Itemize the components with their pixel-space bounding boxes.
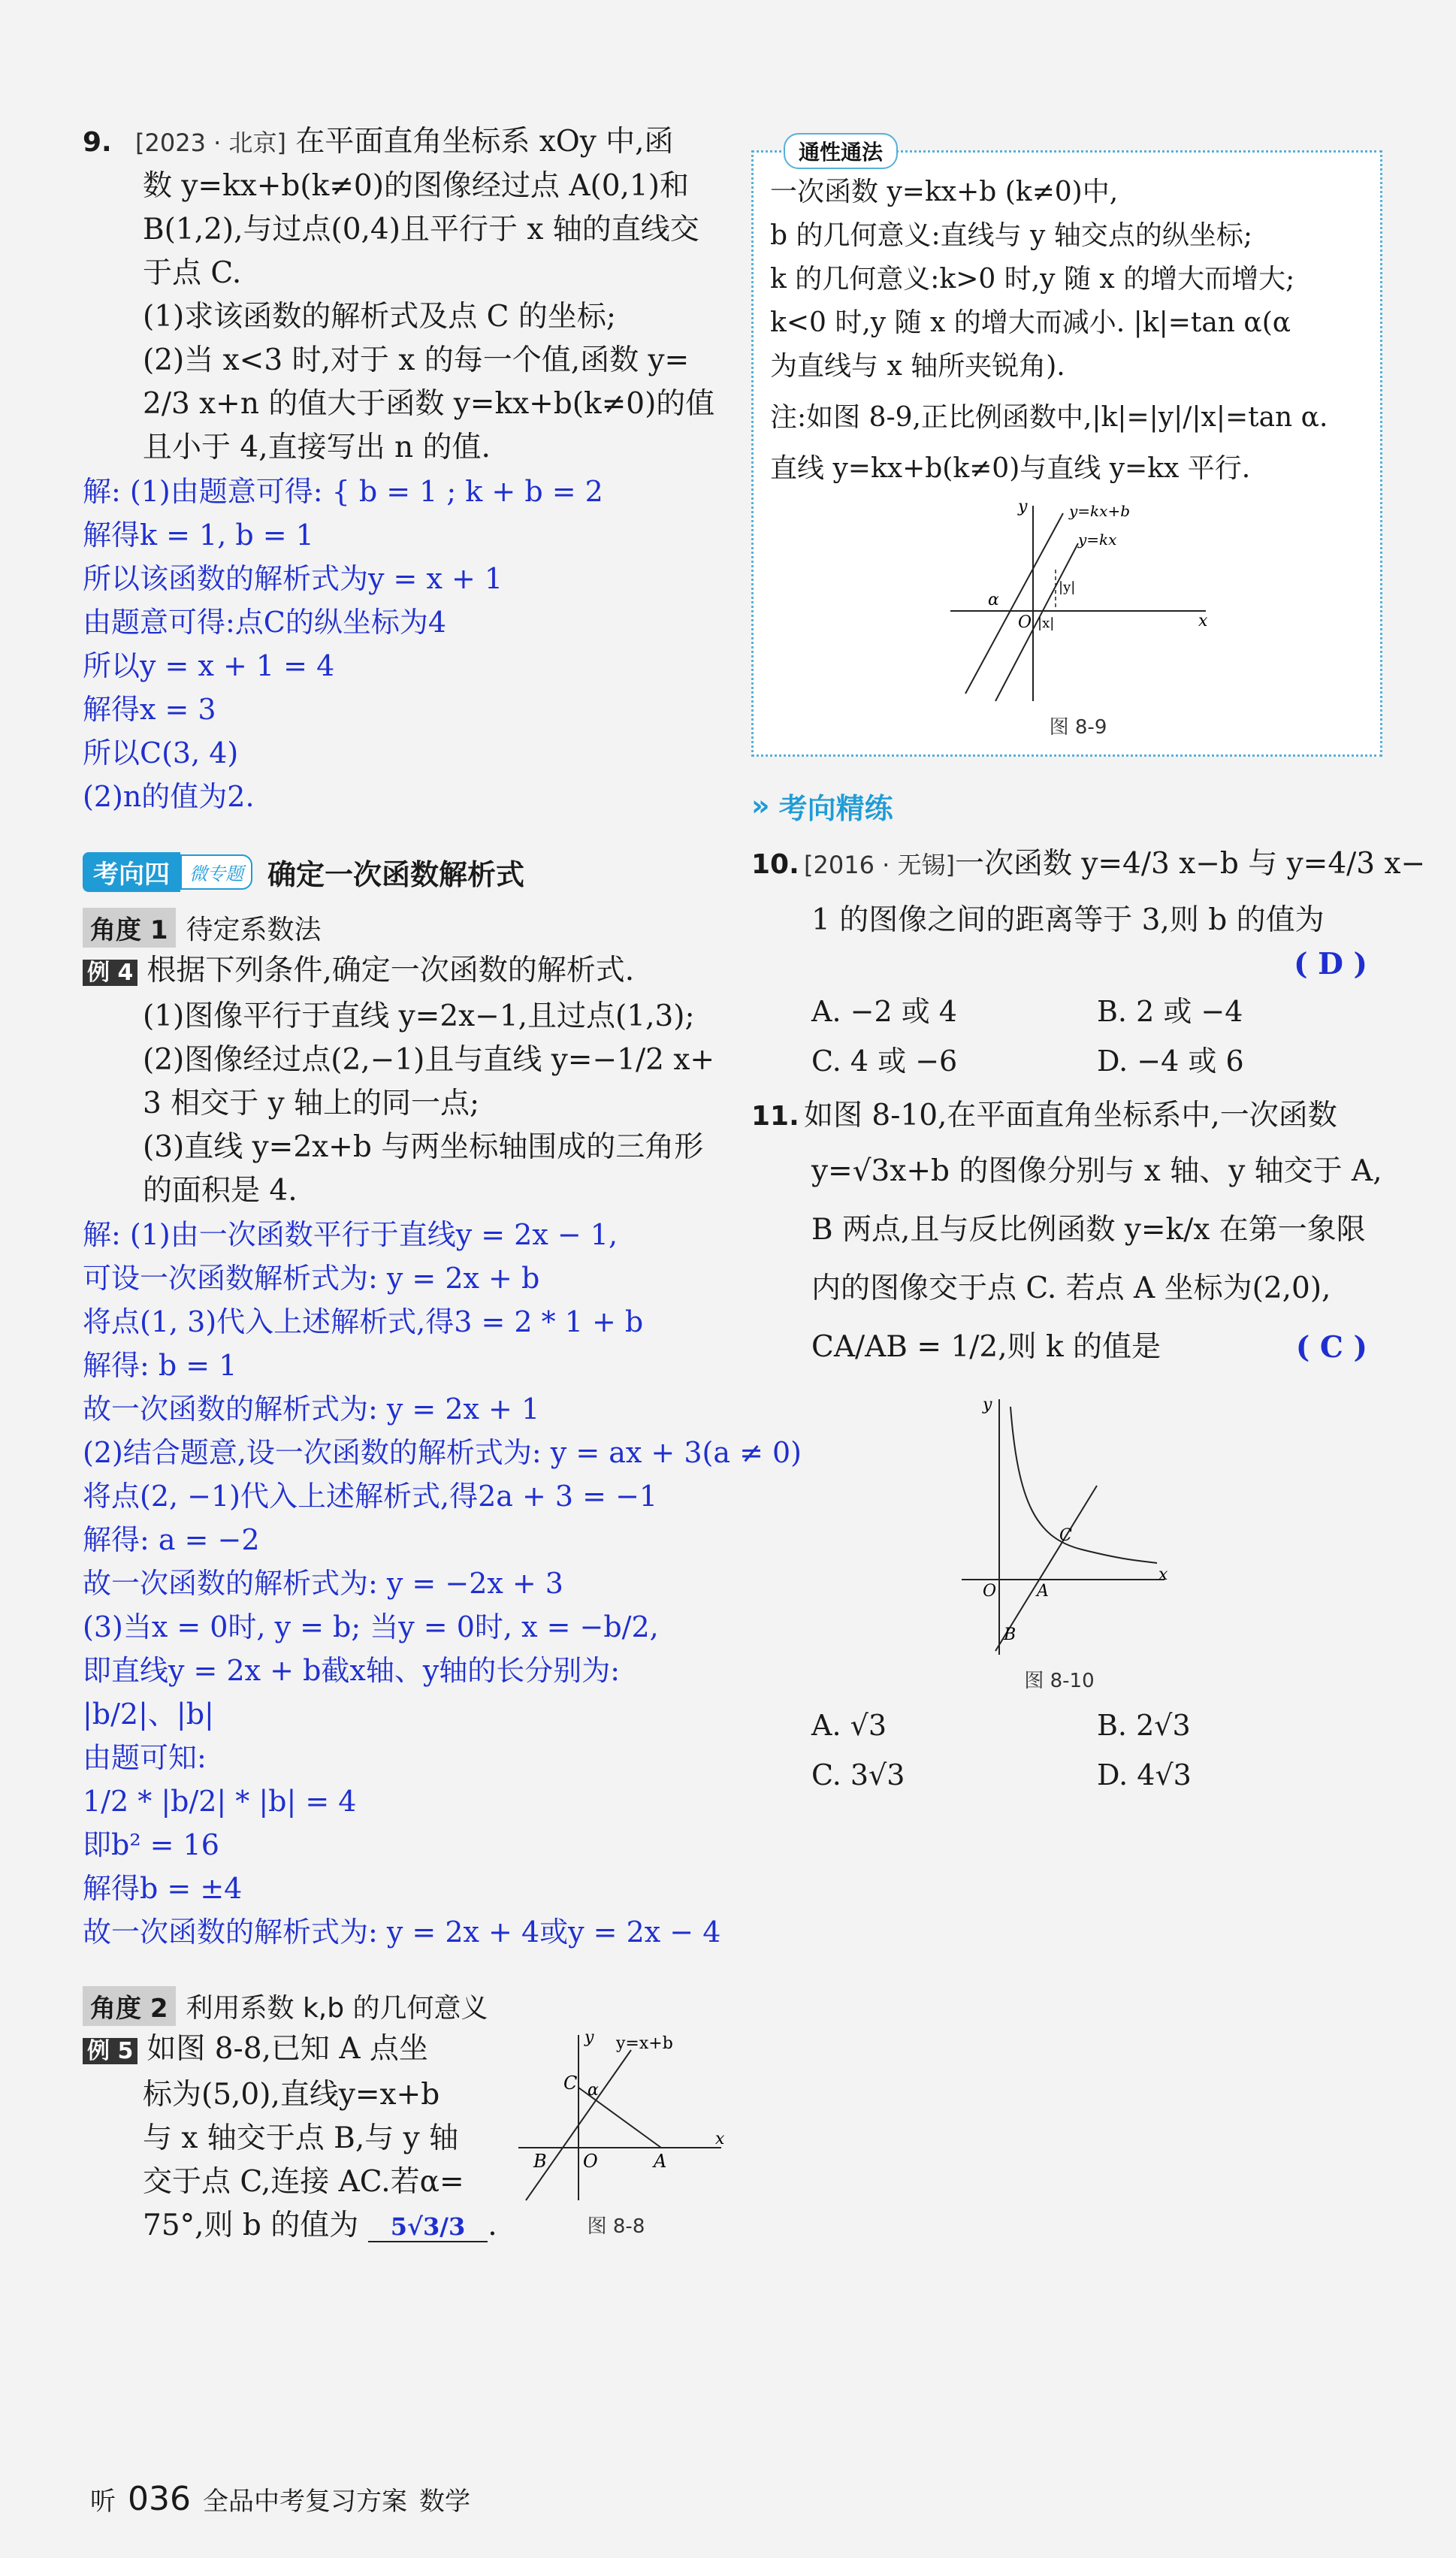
option-a: A. −2 或 4: [811, 995, 957, 1028]
figure-caption: 图 8-10: [1024, 1670, 1095, 1692]
svg-text:C: C: [563, 2073, 578, 2094]
question-9: 9. [2023 · 北京] 在平面直角坐标系 xOy 中,函 数 y=kx+b(k≠0)的图像经过点 A(0,1)和 B(1,2),与过点(0,4)且平行于 x 轴的直线交 于点 C. (1)求该函数的解析式及点 C 的坐标; (2)当 x<3 时,对于 x 的每一个值,函数 y= 2/3 x+n 的值大于函数 y=kx+b(k≠0)的值 且小于 4,直接写出 n 的值. 解: (1)由题意可得: { b = 1 ; k + b = 2 解得k = 1, b = 1 所以该函数的解析式为y = x + 1 由题意可得:点C的纵坐标为4 所以y = x + 1 = 4 解得x = 3 所以C(3, 4) (2)n的值为2.: [83, 120, 744, 818]
figure-caption: 图 8-8: [587, 2215, 645, 2238]
option-d: D. 4√3: [1097, 1758, 1192, 1792]
question-number: 9.: [83, 127, 112, 158]
figure-8-9: [770, 498, 1364, 739]
subject: 数学: [418, 2487, 470, 2517]
example-4: 例 4 根据下列条件,确定一次函数的解析式. (1)图像平行于直线 y=2x−1,且过点(1,3); (2)图像经过点(2,−1)且与直线 y=−1/2 x+ 3 相交于 y 轴上的同一点; (3)直线 y=2x+b 与两坐标轴围成的三角形 的面积是 4. 解: (1)由一次函数平行于直线y = 2x − 1, 可设一次函数解析式为: y = 2x + b 将点(1, 3)代入上述解析式,得3 = 2 * 1 + b 解得: b = 1 故一次函数的解析式为: y = 2x + 1 (2)结合题意,设一次函数的解析式为: y = ax + 3(a ≠ 0) 将点(2, −1)代入上述解析式,得2a + 3 = −1 解得: a = −2 故一次函数的解析式为: y = −2x + 3 (3)当x = 0时, y = b; 当y = 0时, x = −b/2, 即直线y = 2x + b截x轴、y轴的长分别为: |b/2|、|b| 由题可知: 1/2 * |b/2| * |b| = 4 即b² = 16 解得b = ±4 故一次函数的解析式为: y = 2x + 4或y = 2x − 4: [83, 949, 744, 1954]
solution-4: 解: (1)由一次函数平行于直线y = 2x − 1, 可设一次函数解析式为: y = 2x + b 将点(1, 3)代入上述解析式,得3 = 2 * 1 + b 解得: b = 1 故一次函数的解析式为: y = 2x + 1 (2)结合题意,设一次函数的解析式为: y = ax + 3(a ≠ 0) 将点(2, −1)代入上述解析式,得2a + 3 = −1 解得: a = −2 故一次函数的解析式为: y = −2x + 3 (3)当x = 0时, y = b; 当y = 0时, x = −b/2, 即直线y = 2x + b截x轴、y轴的长分别为: |b/2|、|b| 由题可知: 1/2 * |b/2| * |b| = 4 即b² = 16 解得b = ±4 故一次函数的解析式为: y = 2x + 4或y = 2x − 4: [83, 1218, 802, 1949]
option-a: A. √3: [811, 1709, 887, 1742]
question-11: 11. 如图 8-10,在平面直角坐标系中,一次函数 y=√3x+b 的图像分别与 x 轴、y 轴交于 A, B 两点,且与反比例函数 y=k/x 在第一象限 内的图像交于点 C. 若点 A 坐标为(2,0), CA/AB = 1/2,则 k 的值是 ( C ) y x O A B C 图 8-10 A. √3 B. 2√3 C. 3√3 D. 4√3: [751, 1090, 1382, 1800]
angle-1-header: 角度 1 待定系数法: [83, 906, 744, 949]
option-b: B. 2√3: [1097, 1709, 1191, 1742]
footer-prefix: 听: [90, 2487, 116, 2517]
answer-blank: 5√3/3: [368, 2212, 488, 2242]
svg-text:α: α: [988, 591, 999, 609]
svg-text:A: A: [654, 2151, 667, 2172]
line-label: y=x+b: [616, 2034, 673, 2053]
solution-9: 解: (1)由题意可得: { b = 1 ; k + b = 2 解得k = 1, b = 1 所以该函数的解析式为y = x + 1 由题意可得:点C的纵坐标为4 所以y = x + 1 = 4 解得x = 3 所以C(3, 4) (2)n的值为2.: [83, 475, 603, 813]
section-subtag: 微专题: [180, 854, 252, 890]
svg-text:x: x: [1158, 1565, 1168, 1584]
answer: ( C ): [1295, 1330, 1367, 1365]
svg-text:x: x: [1198, 612, 1208, 630]
right-column: [751, 120, 1426, 1800]
figure-8-9-svg: [935, 498, 1221, 709]
section-title: 确定一次函数解析式: [267, 857, 525, 891]
svg-text:A: A: [1037, 1582, 1049, 1601]
option-d: D. −4 或 6: [1097, 1045, 1244, 1078]
tip-title: 通性通法: [784, 133, 898, 169]
line-kx: [995, 543, 1078, 701]
page-number: 036: [128, 2480, 191, 2518]
figure-8-8-svg: [503, 2027, 729, 2208]
svg-text:O: O: [583, 2151, 598, 2172]
practice-header: » 考向精练: [751, 789, 893, 825]
figure-caption: 图 8-9: [1049, 716, 1107, 739]
example-5: 例 5 如图 8-8,已知 A 点坐 标为(5,0),直线y=x+b 与 x 轴交于点 B,与 y 轴 交于点 C,连接 AC.若α= 75°,则 b 的值为 5√3/3 . y=x+b y x C α B O A 图 8-8: [83, 2027, 744, 2268]
option-c: C. 4 或 −6: [811, 1045, 958, 1078]
tip-box: 通性通法 一次函数 y=kx+b (k≠0)中, b 的几何意义:直线与 y 轴交点的纵坐标; k 的几何意义:k>0 时,y 随 x 的增大而增大; k<0 时,y 随 x 的增大而减小. |k|=tan α(α 为直线与 x 轴所夹锐角). 注:如图 8-9,正比例函数中,|k|=|y|/|x|=tan α. 直线 y=kx+b(k≠0)与直线 y=kx 平行. y=kx+b y=kx y x O α |y| |x| 图 8-9: [751, 150, 1382, 757]
figure-8-10: [751, 1392, 1382, 1693]
svg-text:y=kx: y=kx: [1078, 531, 1117, 549]
svg-text:x: x: [715, 2130, 725, 2148]
svg-text:B: B: [1004, 1625, 1016, 1644]
svg-text:|y|: |y|: [1059, 579, 1076, 595]
svg-text:O: O: [1018, 613, 1032, 632]
example-label: 例 5: [83, 2038, 137, 2064]
question-source: [2023 · 北京]: [135, 129, 286, 157]
example-label: 例 4: [83, 960, 137, 986]
svg-text:B: B: [533, 2151, 547, 2172]
options: [751, 1701, 1382, 1800]
double-chevron-icon: »: [751, 789, 770, 822]
svg-text:α: α: [588, 2081, 599, 2100]
svg-text:C: C: [1059, 1526, 1072, 1545]
page-footer: [90, 2480, 470, 2518]
figure-8-8: [503, 2027, 729, 2239]
option-c: C. 3√3: [811, 1758, 905, 1792]
question-10: 10. [2016 · 无锡]一次函数 y=4/3 x−b 与 y=4/3 x− 1 的图像之间的距离等于 3,则 b 的值为 ( D ) A. −2 或 4 B. 2 或 −4 C. 4 或 −6 D. −4 或 6: [751, 842, 1382, 1086]
angle-2-header: 角度 2 利用系数 k,b 的几何意义: [83, 1984, 744, 2027]
svg-text:y: y: [1018, 498, 1028, 516]
svg-text:y=kx+b: y=kx+b: [1069, 502, 1131, 520]
answer: ( D ): [1294, 947, 1367, 981]
left-column: [83, 120, 802, 2268]
svg-text:y: y: [585, 2028, 594, 2047]
option-b: B. 2 或 −4: [1097, 995, 1243, 1028]
hyperbola: [1010, 1407, 1157, 1563]
figure-8-10-svg: [947, 1392, 1172, 1662]
svg-text:y: y: [983, 1395, 992, 1414]
svg-text:|x|: |x|: [1038, 615, 1055, 631]
svg-text:O: O: [983, 1582, 997, 1601]
section-header: [83, 848, 744, 895]
book-title: 全品中考复习方案: [202, 2487, 407, 2517]
section-tag: 考向四: [83, 852, 180, 892]
options: [751, 987, 1382, 1086]
